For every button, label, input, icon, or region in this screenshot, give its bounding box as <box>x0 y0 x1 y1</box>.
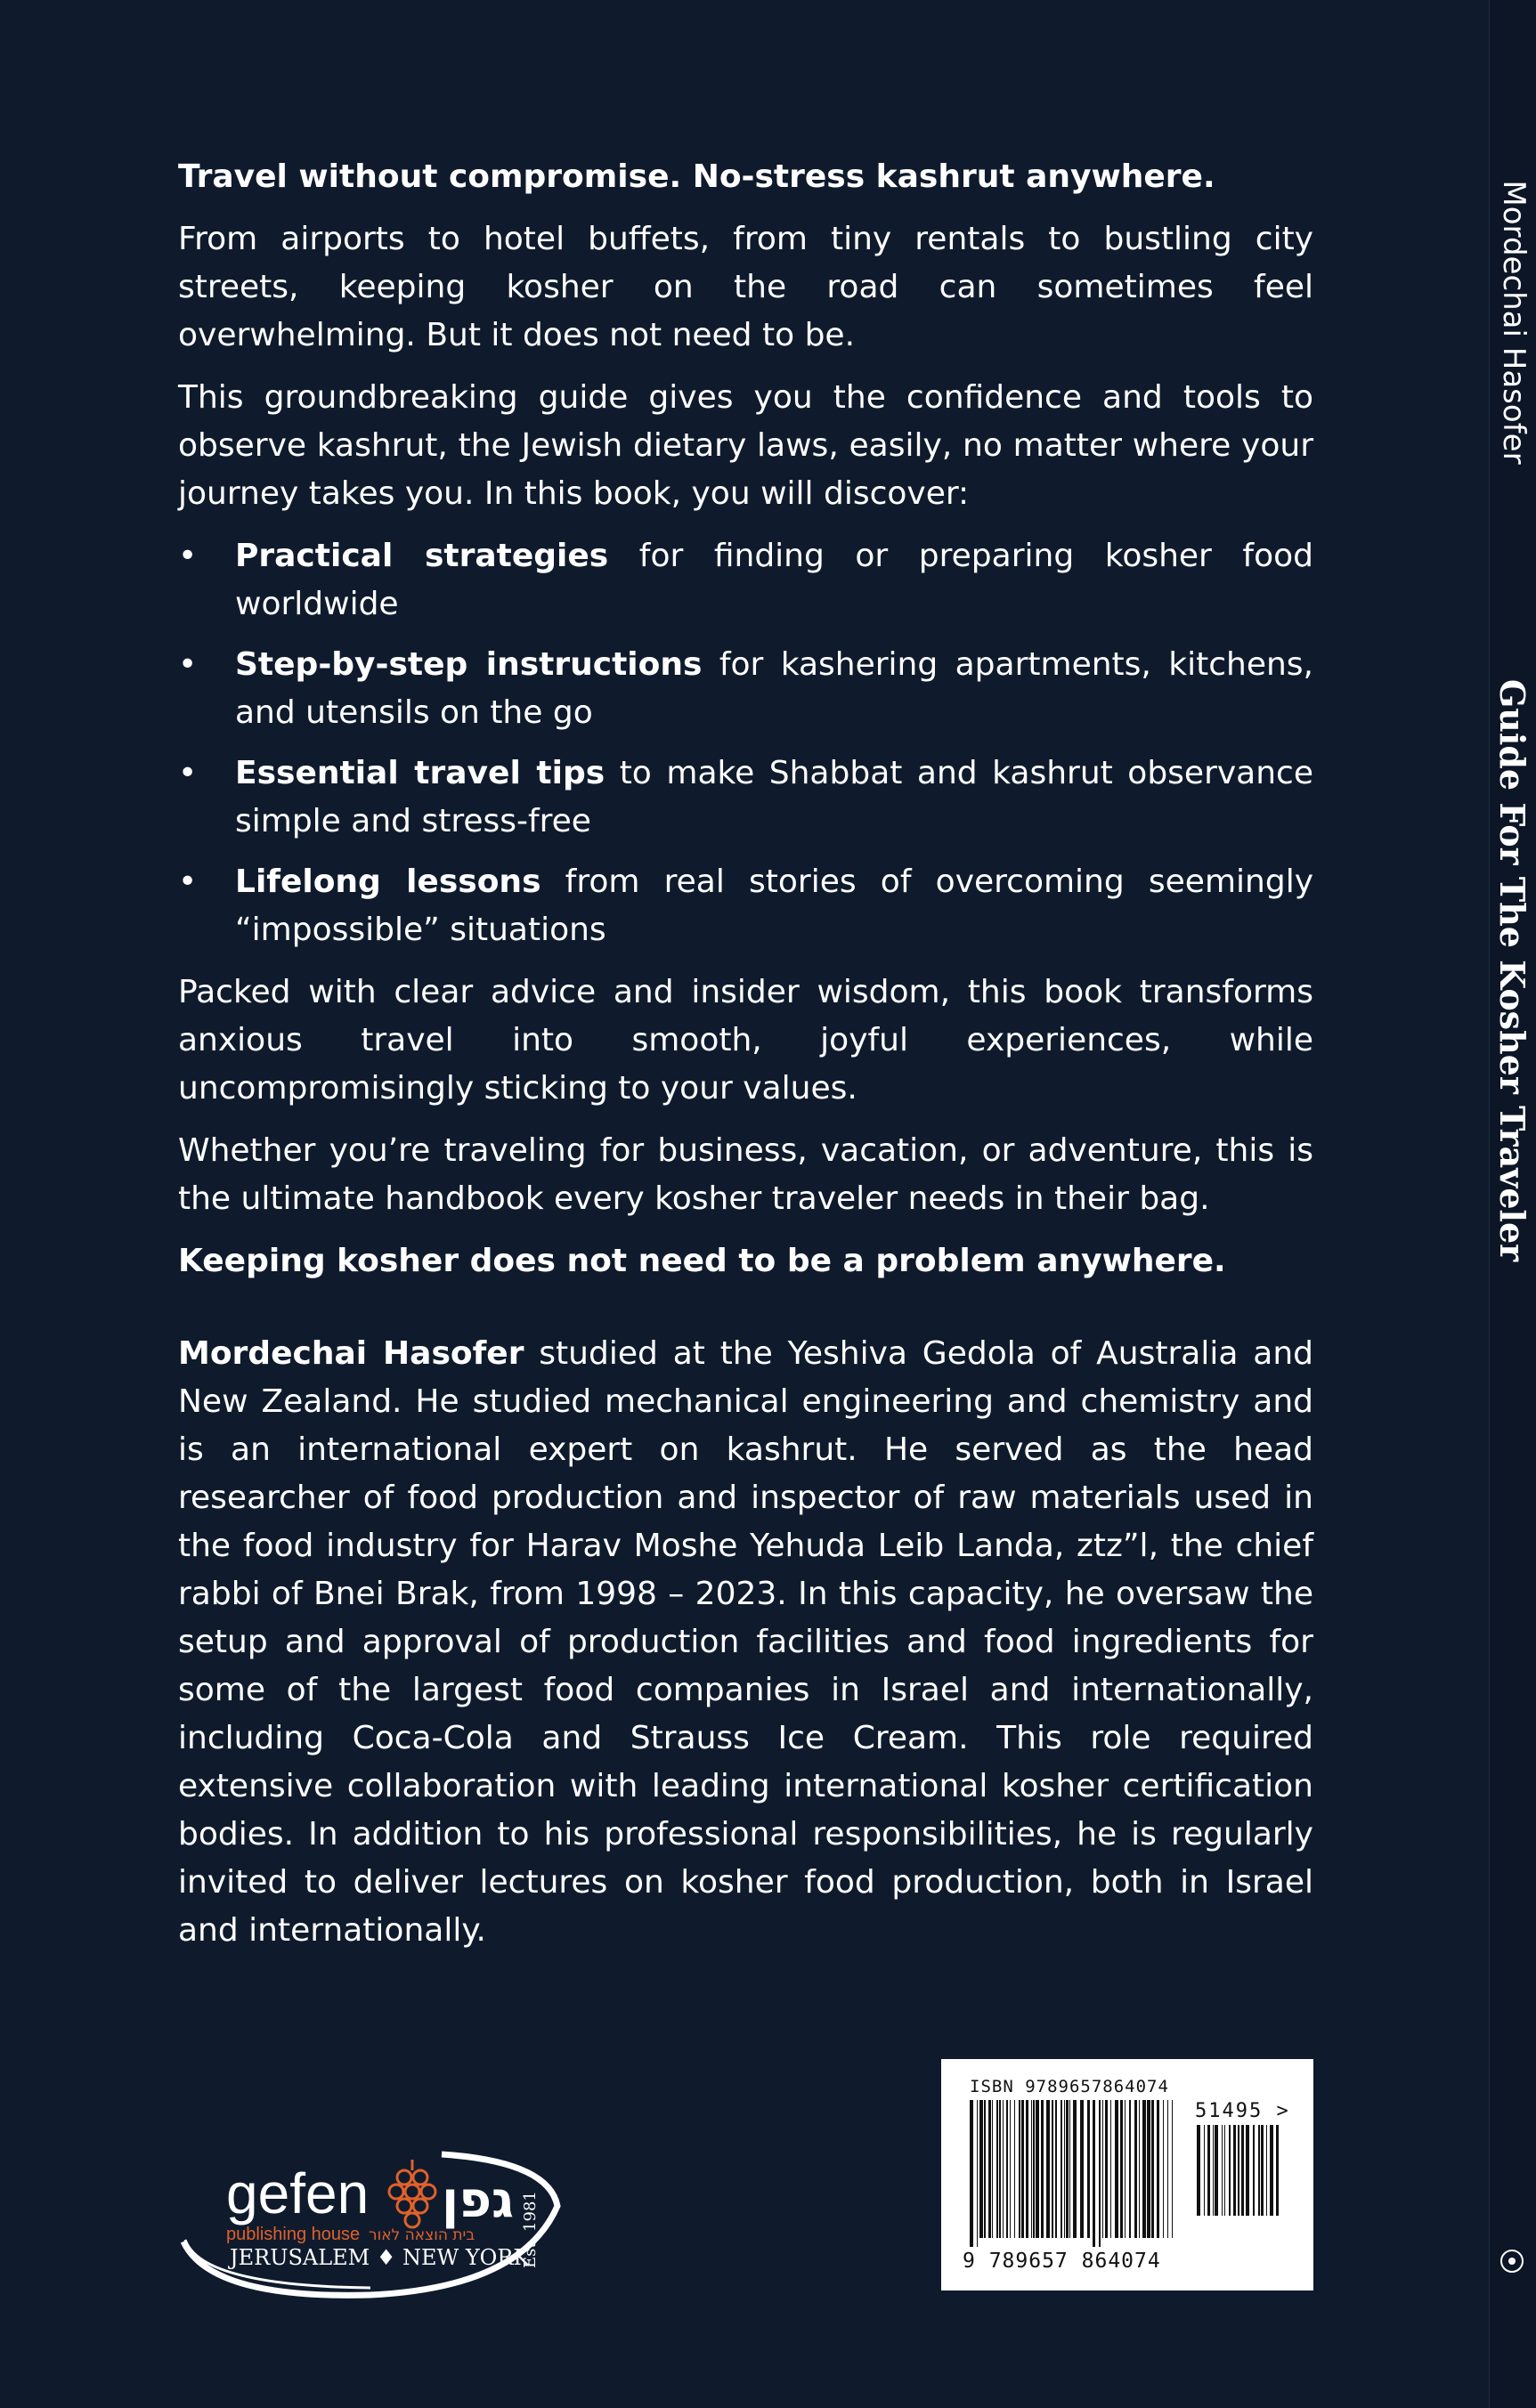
feature-list <box>178 532 1313 954</box>
logo-hebrew-subtitle: בית הוצאה לאור <box>369 2226 475 2244</box>
headline: Travel without compromise. No-stress kashrut anywhere. <box>178 158 1215 195</box>
publisher-logo <box>175 2135 571 2304</box>
price-code: 51495 > <box>1195 2100 1290 2122</box>
spine-title: Guide For The Kosher Traveler <box>1492 678 1532 1262</box>
feature-text: for kashering apartments, kitchens, and utensils on the go <box>235 646 1314 731</box>
feature-text: to make Shabbat and kashrut observance simple and stress-free <box>235 755 1313 839</box>
logo-wordmark: gefen <box>226 2161 370 2226</box>
list-item <box>178 750 1313 846</box>
spine-author: Mordechai Hasofer <box>1496 180 1532 465</box>
author-bio-text: studied at the Yeshiva Gedola of Australia and New Zealand. He studied mechanical engineering and chemistry and is an international expert on kashrut. He served as the head researcher of food production and inspector of raw materials used in the food industry for Harav Moshe Yehuda Leib Landa, ztz”l, the chief rabbi of Bnei Brak, from 1998 – 2023. In this capacity, he oversaw the setup and approval of production facilities and food ingredients for some of the largest food companies in Israel and internationally, including Coca-Cola and Strauss Ice Cream. This role required extensive collaboration with leading international kosher certification bodies. In addition to his professional responsibilities, he is regularly invited to deliver lectures on kosher food production, both in Israel and internationally. <box>178 1335 1313 1949</box>
body-paragraph-2: Whether you’re traveling for business, vacation, or adventure, this is the ultimate handbook every kosher traveler needs in their bag. <box>178 1132 1313 1217</box>
price-barcode-bars <box>1195 2125 1284 2225</box>
blurb <box>178 153 1313 1969</box>
feature-title: Step-by-step instructions <box>235 646 703 683</box>
isbn-label: ISBN 9789657864074 <box>970 2077 1169 2096</box>
author-bio <box>178 1330 1313 1955</box>
barcode <box>941 2059 1313 2290</box>
logo-subtitle: publishing house <box>226 2225 361 2244</box>
feature-text: from real stories of overcoming seemingly “impossible” situations <box>235 863 1313 948</box>
logo-established: Est. 1981 <box>521 2191 540 2268</box>
list-item <box>178 641 1313 737</box>
logo-hebrew-name: גפן <box>442 2171 515 2229</box>
feature-title: Lifelong lessons <box>235 863 541 900</box>
body-paragraph-1: Packed with clear advice and insider wisdom, this book transforms anxious travel into smooth, joyful experiences, while uncompromisingly sticking to your values. <box>178 974 1313 1107</box>
intro-paragraph-2: This groundbreaking guide gives you the confidence and tools to observe kashrut, the Jewish dietary laws, easily, no matter where your journey takes you. In this book, you will discover: <box>178 379 1313 512</box>
feature-text: for finding or preparing kosher food worldwide <box>235 538 1313 622</box>
feature-title: Essential travel tips <box>235 755 605 791</box>
logo-cities: JERUSALEM ♦ NEW YORK <box>230 2245 530 2270</box>
isbn-digits: 9 789657 864074 <box>963 2250 1161 2273</box>
intro-paragraph-1: From airports to hotel buffets, from tiny rentals to bustling city streets, keeping kosher on the road can sometimes feel overwhelming. But it does not need to be. <box>178 221 1313 353</box>
barcode-bars <box>968 2100 1177 2247</box>
spine-publisher-logo <box>1499 2248 1525 2274</box>
grape-icon <box>389 2160 435 2227</box>
list-item <box>178 858 1313 954</box>
feature-title: Practical strategies <box>235 538 609 574</box>
list-item <box>178 532 1313 628</box>
author-name: Mordechai Hasofer <box>178 1335 524 1372</box>
closing-line: Keeping kosher does not need to be a problem anywhere. <box>178 1243 1226 1279</box>
